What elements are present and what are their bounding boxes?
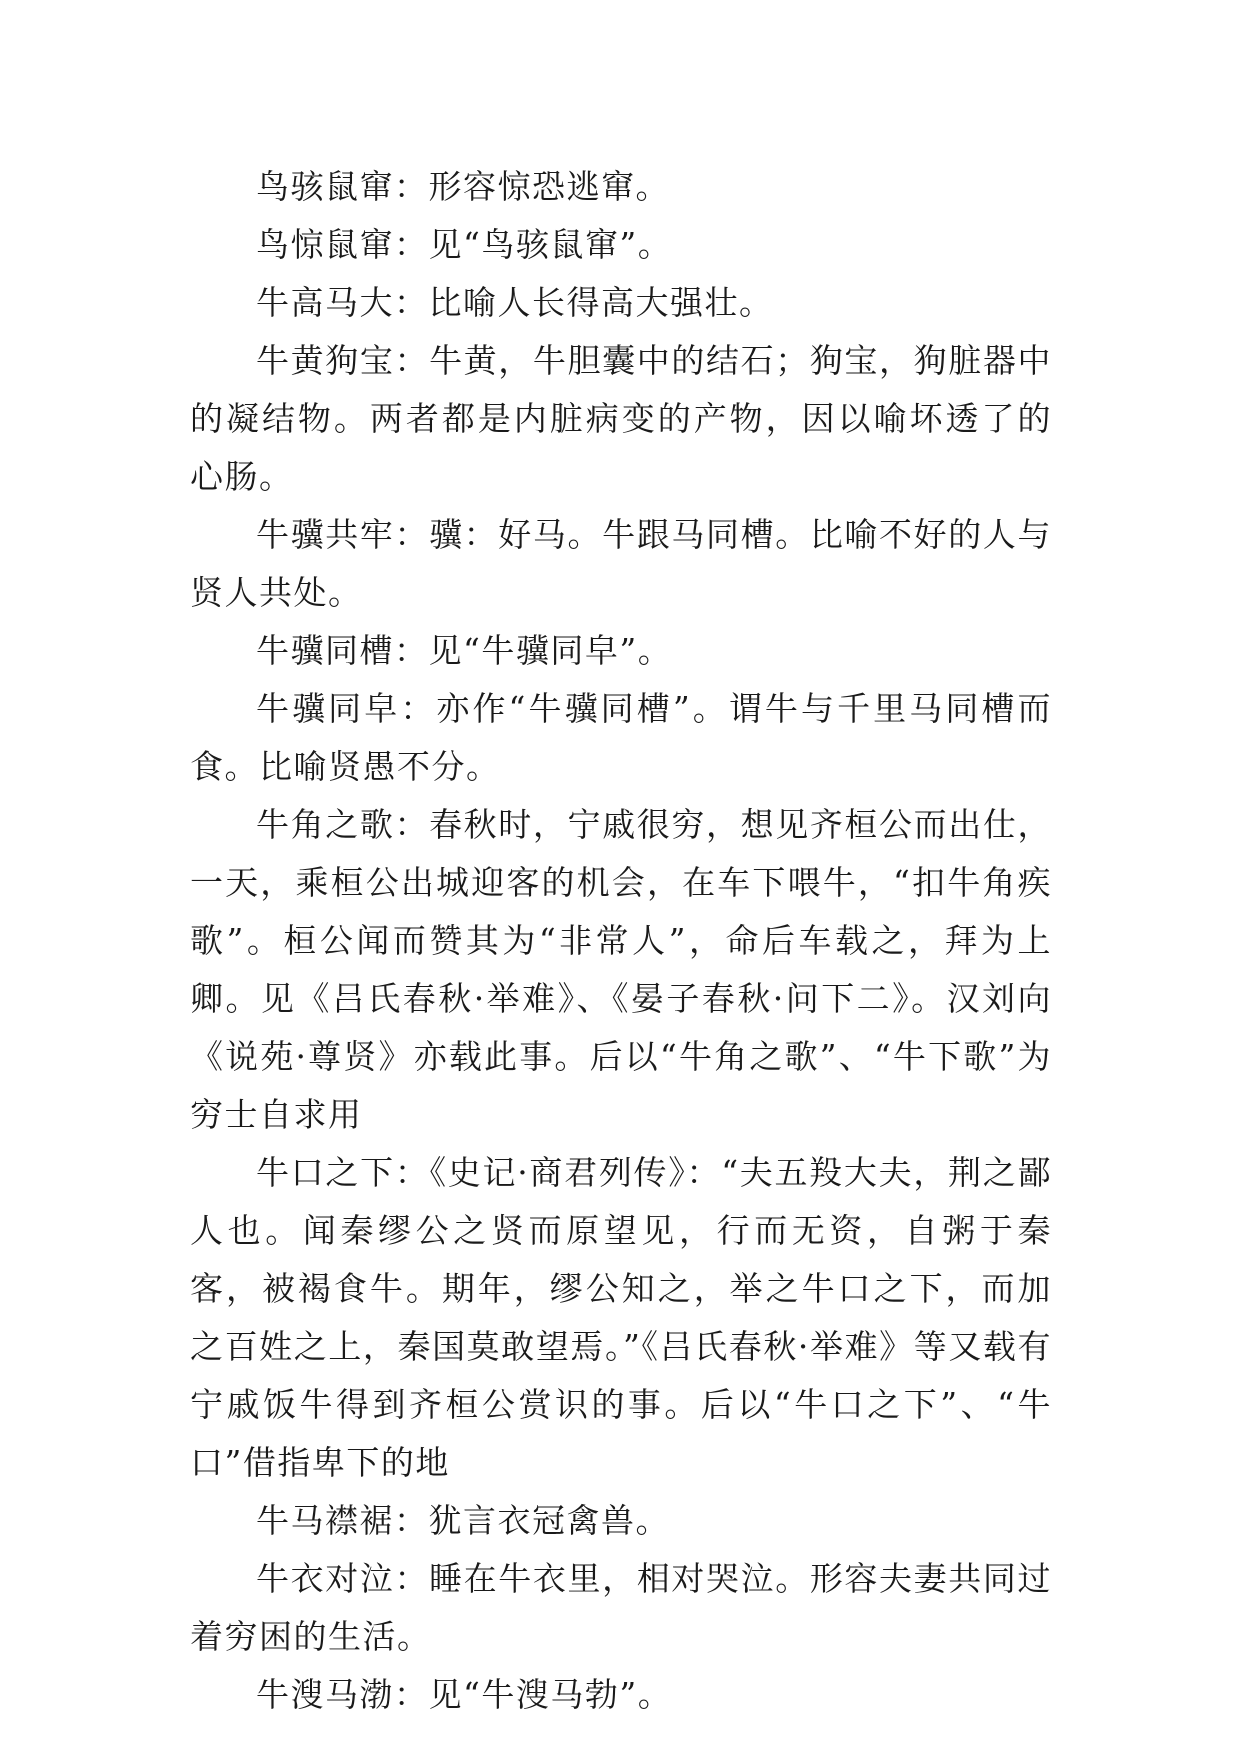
entry-paragraph: 牛黄狗宝：牛黄，牛胆囊中的结石；狗宝，狗脏器中的凝结物。两者都是内脏病变的产物，因以喻坏透了的心肠。 — [190, 341, 1052, 496]
entry-paragraph: 牛溲马渤：见“牛溲马勃”。 — [256, 1675, 673, 1714]
entry-paragraph: 牛衣对泣：睡在牛衣里，相对哭泣。形容夫妻共同过着穷困的生活。 — [190, 1559, 1052, 1656]
entry-paragraph: 牛高马大：比喻人长得高大强壮。 — [256, 283, 774, 322]
entry-paragraph: 鸟惊鼠窜：见“鸟骇鼠窜”。 — [256, 225, 673, 264]
entry-paragraph: 鸟骇鼠窜：形容惊恐逃窜。 — [256, 167, 670, 206]
entry-paragraph: 牛马襟裾：犹言衣冠禽兽。 — [256, 1501, 670, 1540]
entry-paragraph: 牛角之歌：春秋时，宁戚很穷，想见齐桓公而出仕，一天，乘桓公出城迎客的机会，在车下喂牛，“扣牛角疾歌”。桓公闻而赞其为“非常人”，命后车载之，拜为上卿。见《吕氏春秋·举难》、《晏子春秋·问下二》。汉刘向《说苑·尊贤》亦载此事。后以“牛角之歌”、“牛下歌”为穷士自求用 — [190, 805, 1052, 1134]
dictionary-entries — [190, 158, 1052, 1724]
entry-paragraph: 牛口之下：《史记·商君列传》：“夫五羖大夫，荆之鄙人也。闻秦缪公之贤而原望见，行而无资，自粥于秦客，被褐食牛。期年，缪公知之，举之牛口之下，而加之百姓之上，秦国莫敢望焉。”《吕氏春秋·举难》等又载有宁戚饭牛得到齐桓公赏识的事。后以“牛口之下”、“牛口”借指卑下的地 — [190, 1153, 1052, 1482]
entry-paragraph: 牛骥同皁：亦作“牛骥同槽”。谓牛与千里马同槽而食。比喻贤愚不分。 — [190, 689, 1052, 786]
entry-paragraph: 牛骥同槽：见“牛骥同皁”。 — [256, 631, 673, 670]
entry-paragraph: 牛骥共牢：骥：好马。牛跟马同槽。比喻不好的人与贤人共处。 — [190, 515, 1052, 612]
